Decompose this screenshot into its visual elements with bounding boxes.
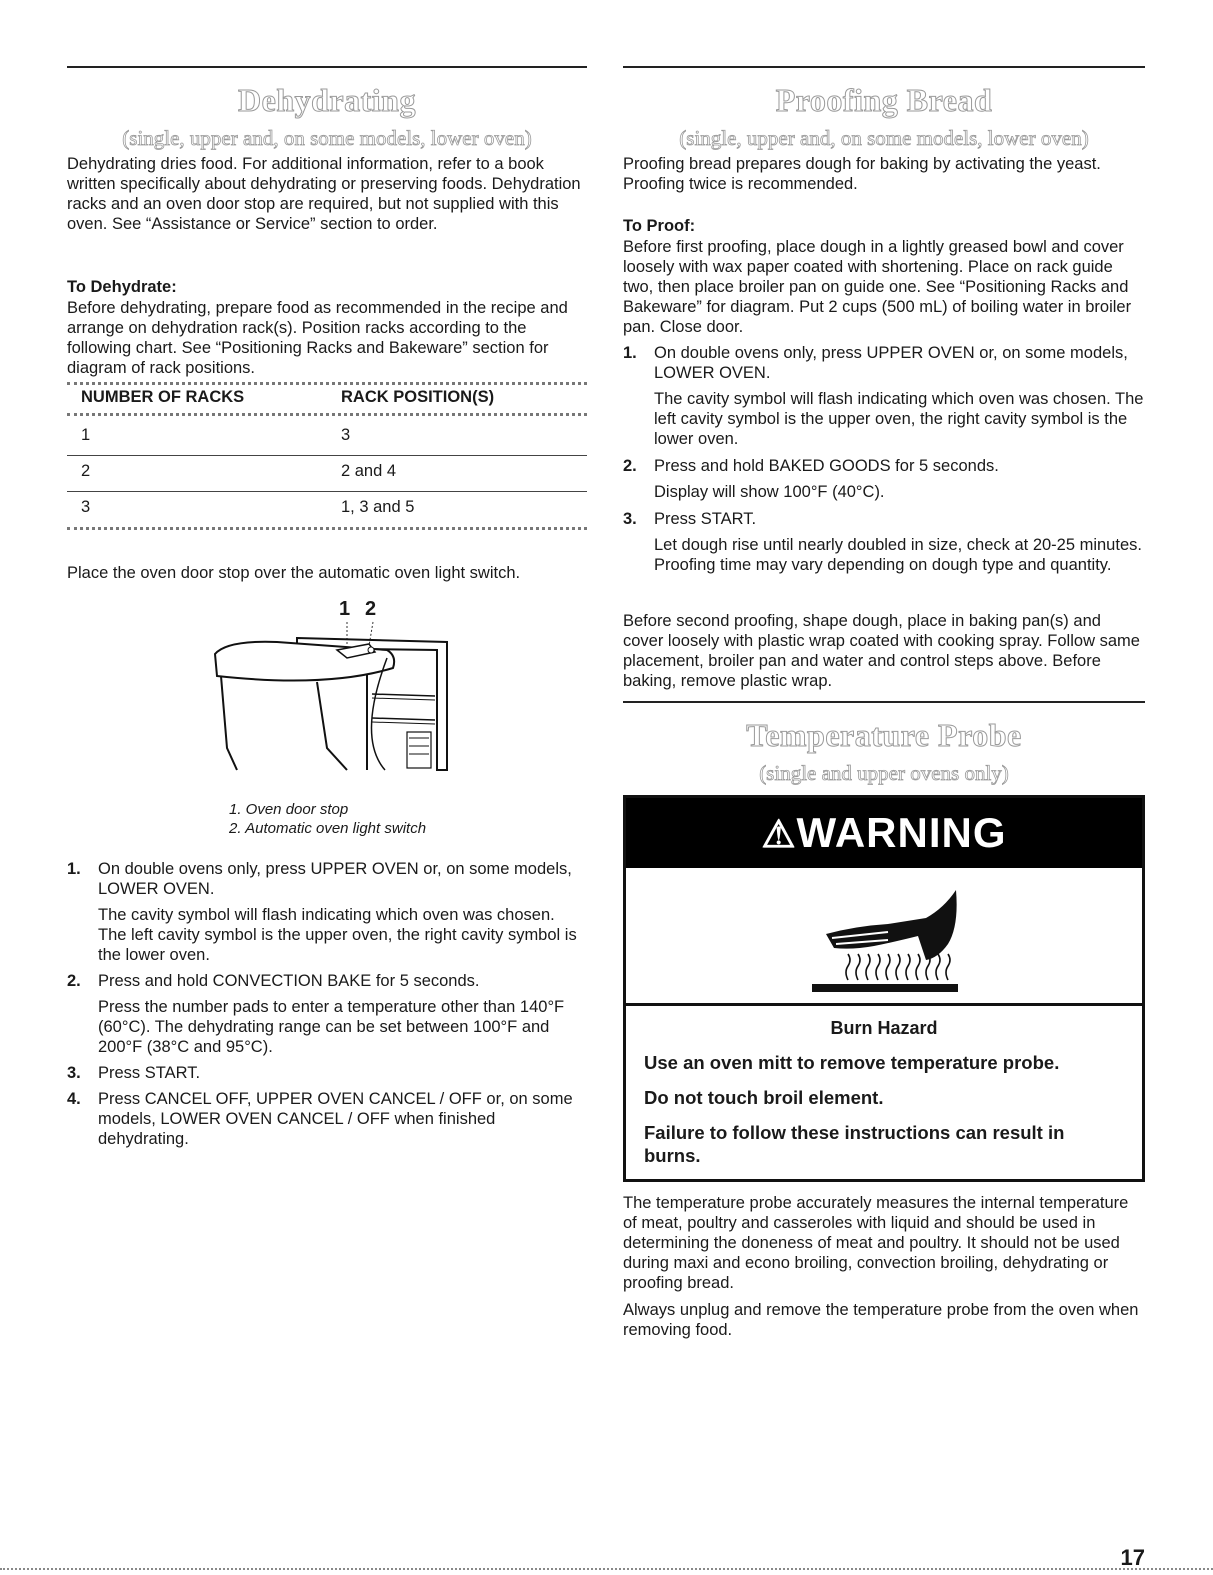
dehydrate-prep: Before dehydrating, prepare food as recommended in the recipe and arrange on dehydration rack(s). Position racks according to the following chart. See “Positioning Racks and Bakeware” section for diagram of rack positions.: [67, 299, 568, 377]
rack-table: [67, 385, 587, 527]
proof-prep: Before first proofing, place dough in a lightly greased bowl and cover loosely with wax paper coated with shortening. Place on rack guide two, then place broiler pan on guide one. See “Positioning Racks and Bakeware” for diagram. Put 2 cups (500 mL) of boiling water in broiler pan. Close door.: [623, 238, 1132, 336]
step-subtext: Let dough rise until nearly doubled in size, check at 20-25 minutes. Proofing time may vary depending on dough type and quantity.: [654, 536, 1142, 574]
warning-line: Use an oven mitt to remove temperature probe.: [644, 1052, 1060, 1073]
proof-steps: [623, 343, 1145, 575]
step-number: 1.: [67, 860, 81, 878]
warning-line: Do not touch broil element.: [644, 1087, 884, 1108]
step-number: 1.: [623, 344, 637, 362]
step-text: Press CANCEL OFF, UPPER OVEN CANCEL / OFF or, on some models, LOWER OVEN CANCEL / OFF when finished dehydrating.: [98, 1090, 573, 1148]
table-cell: 2: [67, 456, 341, 492]
probe-para-2: Always unplug and remove the temperature probe from the oven when removing food.: [623, 1301, 1139, 1339]
table-header-row: [67, 385, 587, 413]
warning-line: Failure to follow these instructions can result in burns.: [644, 1122, 1065, 1166]
step-text: Press and hold CONVECTION BAKE for 5 seconds.: [98, 972, 480, 990]
proofing-title: Proofing Bread: [775, 82, 993, 118]
probe-para-1: The temperature probe accurately measures the internal temperature of meat, poultry and casseroles with liquid and should be used in determining the doneness of meat and poultry. It should not be used during maxi and econo broiling, convection broiling, dehydrating or proofing bread.: [623, 1194, 1129, 1292]
dehydrate-steps: [67, 859, 587, 1149]
warning-triangle-icon: ⚠: [761, 814, 797, 856]
section-rule: [623, 66, 1145, 68]
list-item: [67, 859, 587, 965]
figure-caption-2: 2. Automatic oven light switch: [229, 820, 427, 837]
step-text: On double ovens only, press UPPER OVEN or, on some models, LOWER OVEN.: [98, 860, 572, 898]
list-item: [623, 509, 1145, 575]
warning-banner-text: WARNING: [796, 809, 1007, 856]
list-item: [67, 971, 587, 1057]
dehydrating-intro: Dehydrating dries food. For additional information, refer to a book written specifically about dehydrating or preserving foods. Dehydration racks and an oven door stop are required, but not supplied with this oven. See “Assistance or Service” section to order.: [67, 155, 581, 233]
step-number: 3.: [623, 510, 637, 528]
step-subtext: Display will show 100°F (40°C).: [654, 483, 885, 501]
oven-door-illustration: [207, 598, 527, 773]
door-stop-note: Place the oven door stop over the automatic oven light switch.: [67, 564, 521, 582]
step-number: 2.: [623, 457, 637, 475]
dehydrate-subhead: To Dehydrate:: [67, 278, 177, 296]
table-cell: 1, 3 and 5: [341, 492, 587, 528]
list-item: [67, 1089, 587, 1149]
oven-door-figure: [207, 598, 527, 773]
table-cell: 3: [67, 492, 341, 528]
section-rule: [623, 701, 1145, 703]
warning-text: [626, 1006, 1142, 1179]
hand-burn-icon: [626, 868, 1142, 1003]
rack-table-wrapper: [67, 382, 587, 530]
warning-pictogram: [626, 868, 1142, 1006]
figure-caption-1: 1. Oven door stop: [229, 801, 349, 818]
proofing-intro: Proofing bread prepares dough for baking by activating the yeast. Proofing twice is recommended.: [623, 155, 1101, 193]
section-rule: [67, 66, 587, 68]
table-row: [67, 416, 587, 456]
step-text: On double ovens only, press UPPER OVEN or, on some models, LOWER OVEN.: [654, 344, 1128, 382]
figure-captions: [229, 800, 426, 838]
step-text: Press START.: [98, 1064, 201, 1082]
table-row: [67, 492, 587, 528]
table-row: [67, 456, 587, 492]
dehydrating-title: Dehydrating: [238, 82, 416, 118]
proof-subhead: To Proof:: [623, 217, 696, 235]
bottom-rule: [0, 1568, 1213, 1570]
step-number: 2.: [67, 972, 81, 990]
step-number: 3.: [67, 1064, 81, 1082]
second-proofing: Before second proofing, shape dough, place in baking pan(s) and cover loosely with plastic wrap coated with cooking spray. Follow same placement, broiler pan and water and control steps above. Before baking, remove plastic wrap.: [623, 612, 1140, 690]
step-subtext: Press the number pads to enter a temperature other than 140°F (60°C). The dehydrating range can be set between 100°F and 200°F (38°C and 95°C).: [98, 998, 565, 1056]
list-item: [67, 1063, 587, 1083]
figure-callout-2: 2: [365, 598, 377, 620]
table-header: NUMBER OF RACKS: [81, 388, 245, 406]
table-cell: 3: [341, 426, 351, 444]
step-text: Press and hold BAKED GOODS for 5 seconds.: [654, 457, 999, 475]
dehydrating-subtitle: (single, upper and, on some models, lower oven): [122, 126, 532, 150]
warning-banner: [626, 798, 1142, 868]
table-cell: 1: [81, 426, 91, 444]
table-header: RACK POSITION(S): [341, 388, 495, 406]
proofing-subtitle: (single, upper and, on some models, lower oven): [679, 126, 1089, 150]
figure-callout-1: 1: [339, 598, 351, 620]
table-cell: 2 and 4: [341, 456, 587, 492]
step-subtext: The cavity symbol will flash indicating which oven was chosen. The left cavity symbol is the upper oven, the right cavity symbol is the lower oven.: [98, 906, 577, 964]
list-item: [623, 456, 1145, 502]
probe-subtitle: (single and upper ovens only): [759, 761, 1009, 785]
table-bottom-rule: [67, 527, 587, 530]
list-item: [623, 343, 1145, 449]
warning-hazard: Burn Hazard: [830, 1018, 938, 1038]
warning-box: [623, 795, 1145, 1182]
probe-title: Temperature Probe: [746, 717, 1022, 753]
step-text: Press START.: [654, 510, 757, 528]
step-subtext: The cavity symbol will flash indicating which oven was chosen. The left cavity symbol is the upper oven, the right cavity symbol is the lower oven.: [654, 390, 1144, 448]
step-number: 4.: [67, 1090, 81, 1108]
page-number: 17: [1120, 1545, 1145, 1570]
